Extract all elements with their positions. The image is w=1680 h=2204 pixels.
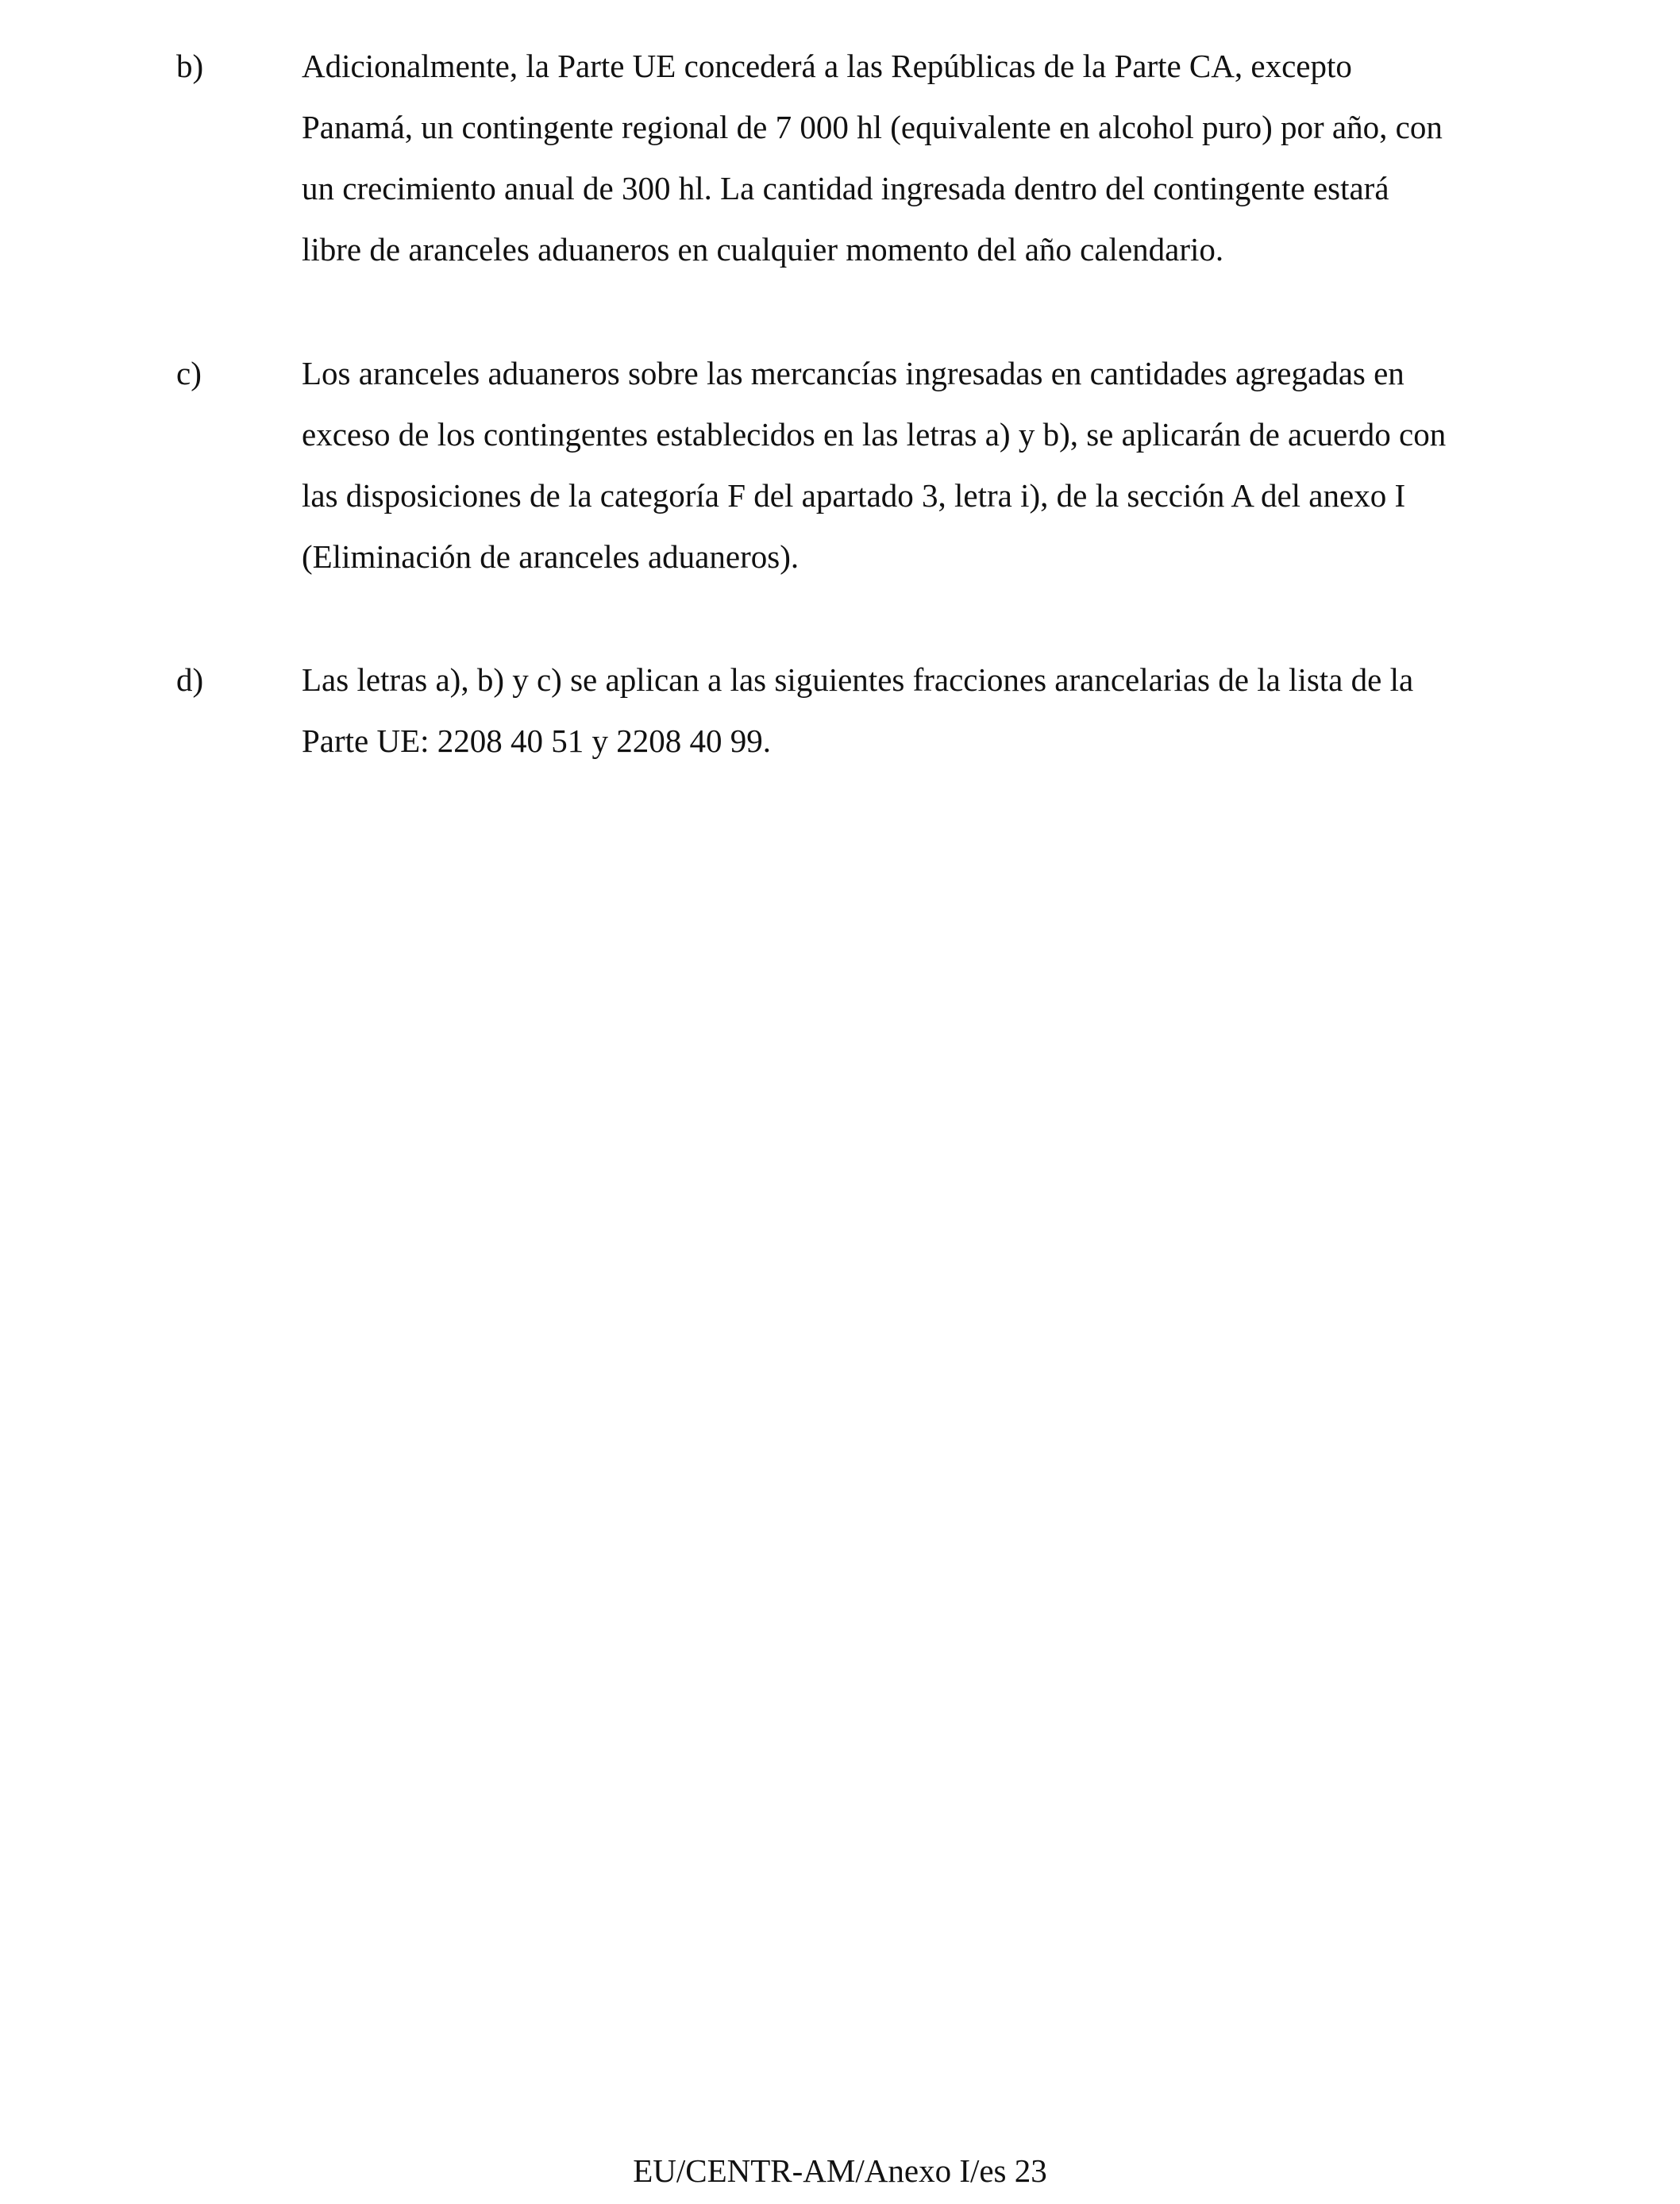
clause-line: (Eliminación de aranceles aduaneros). (302, 538, 800, 575)
clause-label: d) (176, 661, 204, 698)
clause-text (302, 343, 1572, 588)
clause-line: un crecimiento anual de 300 hl. La cantidad ingresada dentro del contingente estará (302, 170, 1389, 206)
clause-text (302, 36, 1572, 280)
clause-label: b) (176, 48, 204, 84)
clause-line: Panamá, un contingente regional de 7 000 hl (equivalente en alcohol puro) por año, con (302, 109, 1443, 145)
clause-line: Adicionalmente, la Parte UE concederá a las Repúblicas de la Parte CA, excepto (302, 48, 1352, 84)
clause-line: libre de aranceles aduaneros en cualquier momento del año calendario. (302, 231, 1224, 268)
clause-line: las disposiciones de la categoría F del apartado 3, letra i), de la sección A del anexo I (302, 477, 1406, 514)
clause-text (302, 649, 1572, 772)
page-footer-reference: EU/CENTR-AM/Anexo I/es 23 (633, 2152, 1047, 2189)
clause-label: c) (176, 355, 202, 391)
clause-line: exceso de los contingentes establecidos en las letras a) y b), se aplicarán de acuerdo con (302, 416, 1447, 453)
clause-line: Los aranceles aduaneros sobre las mercancías ingresadas en cantidades agregadas en (302, 355, 1404, 391)
clause-line: Las letras a), b) y c) se aplican a las siguientes fracciones arancelarias de la lista de la (302, 661, 1414, 698)
clause-line: Parte UE: 2208 40 51 y 2208 40 99. (302, 722, 772, 759)
